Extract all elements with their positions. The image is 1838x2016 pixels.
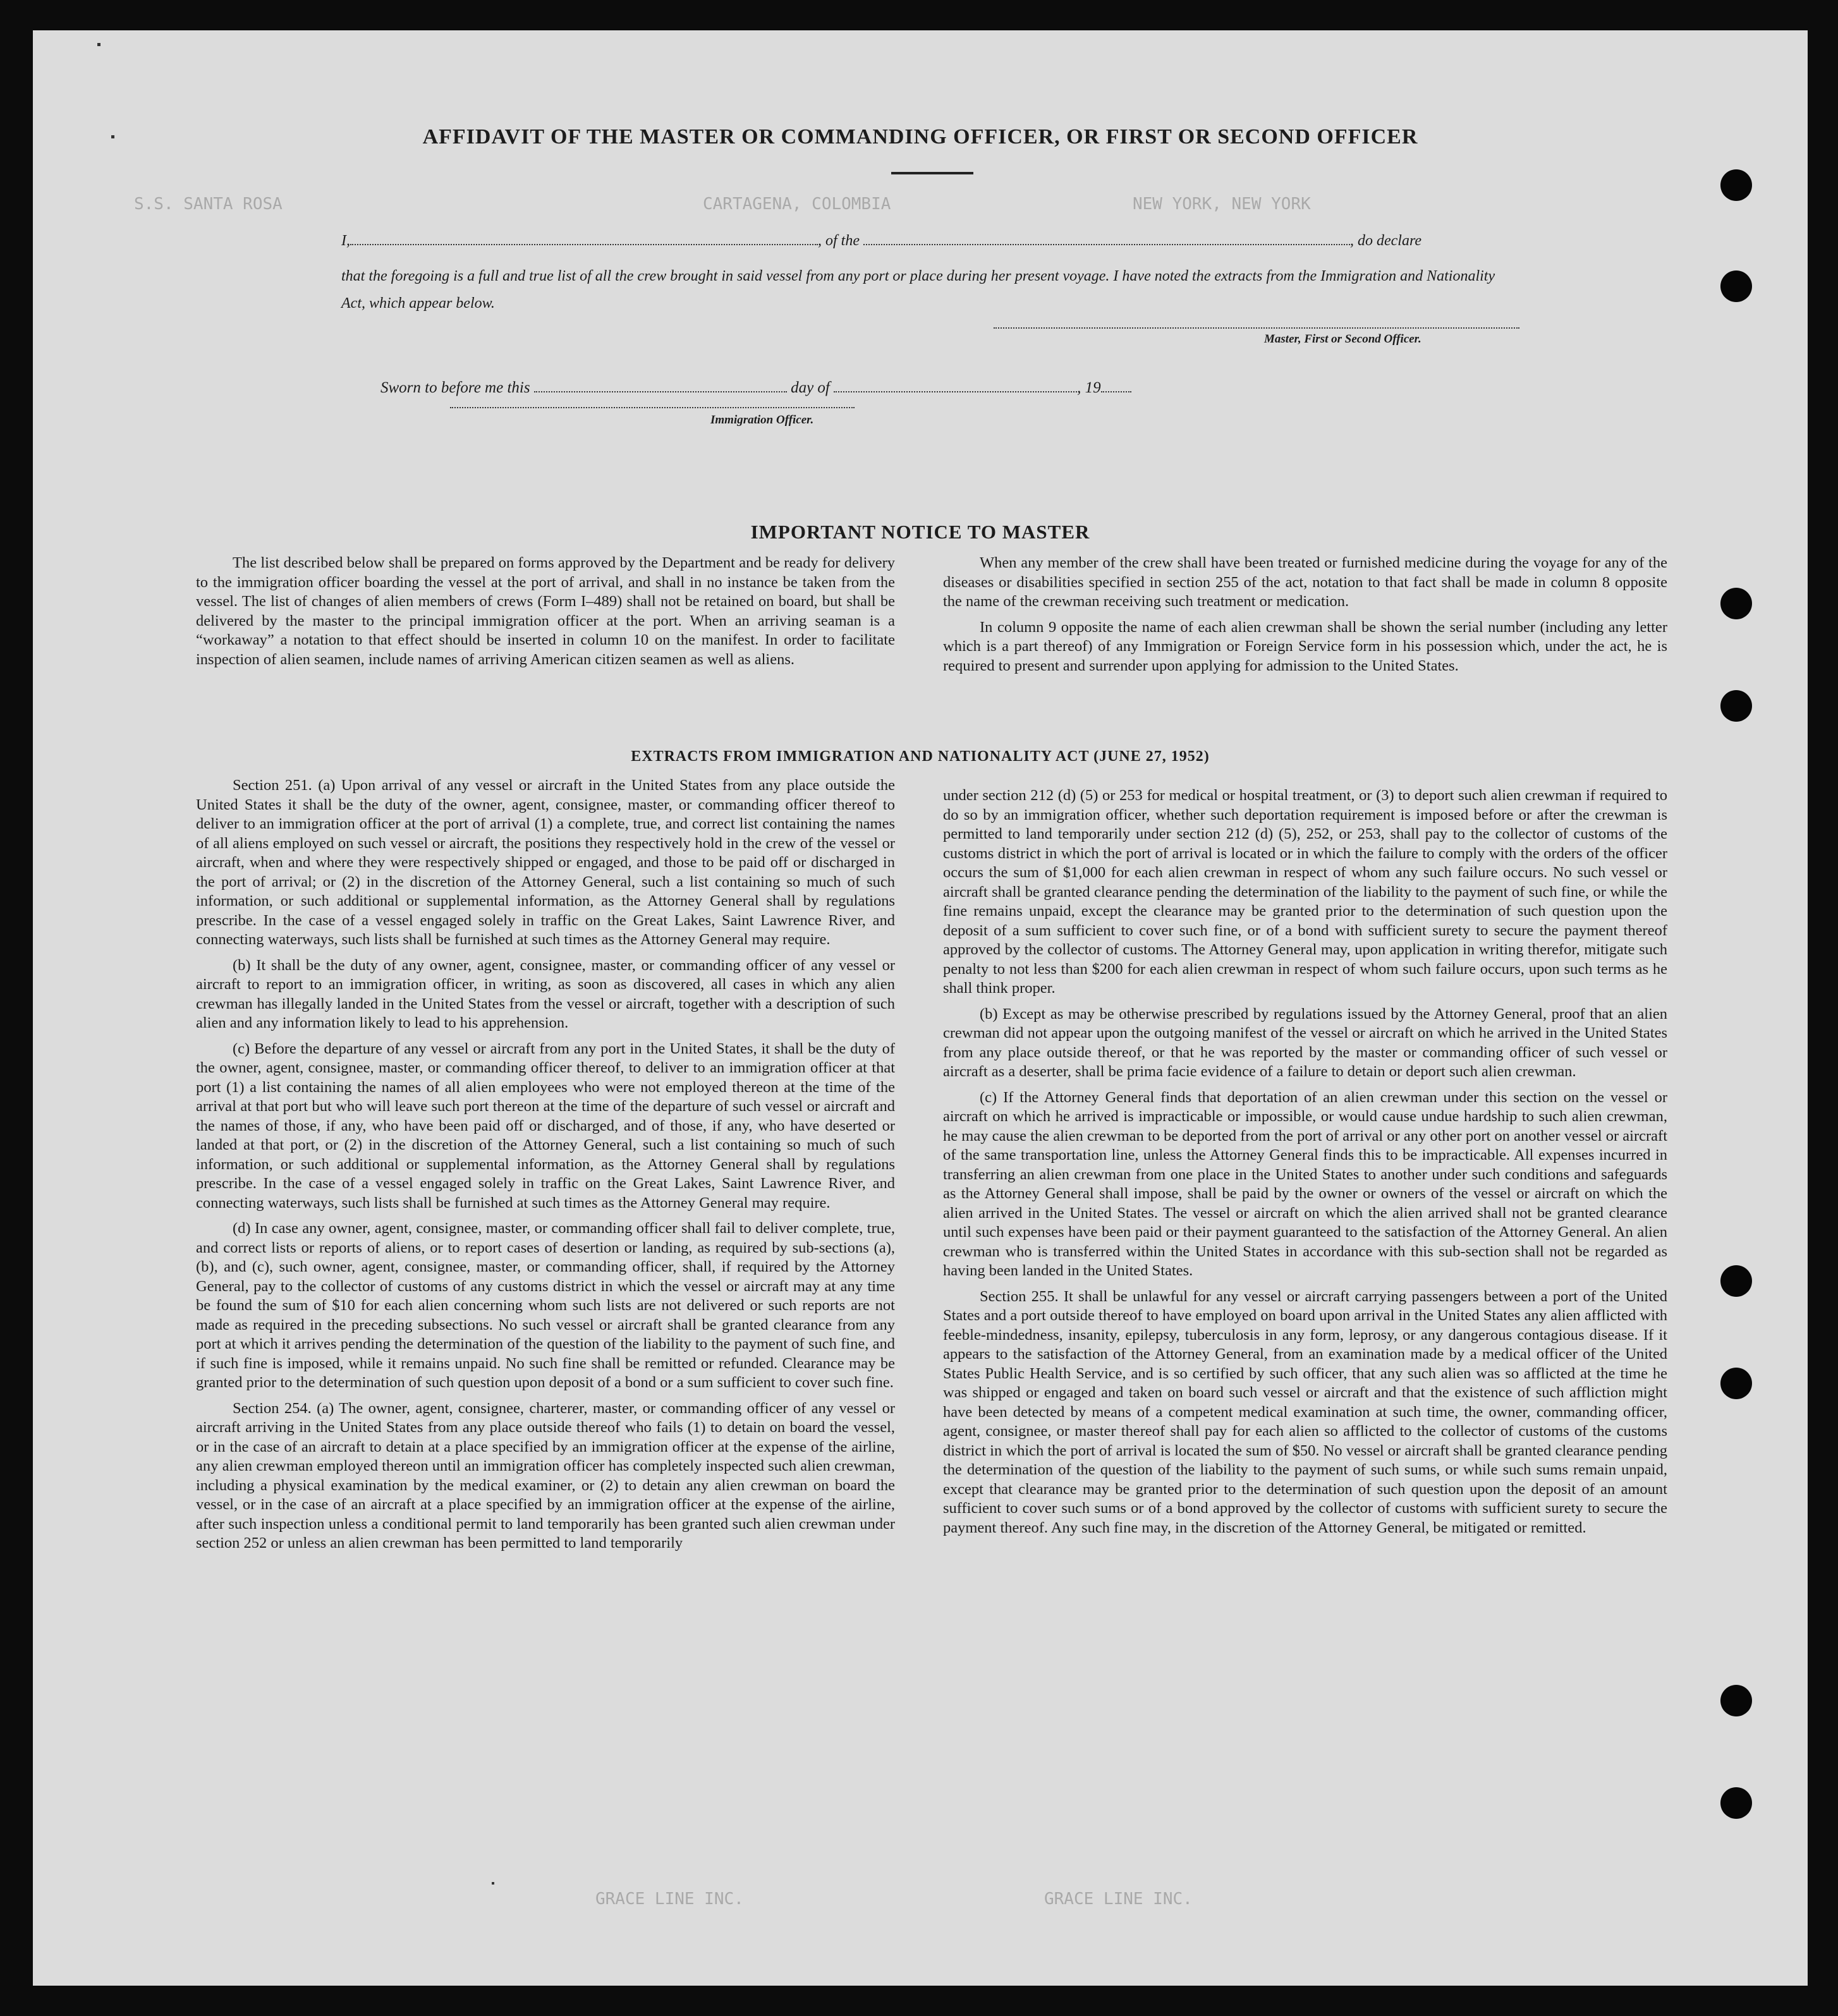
notice-left-column — [196, 554, 895, 676]
section-255: Section 255. It shall be unlawful for any vessel or aircraft carrying passengers between a port of the United States and a port outside thereof to have employed on board upon arrival in the United States any alien afflicted with feeble-mindedness, insanity, epilepsy, tuberculosis in any form, leprosy, or any dangerous contagious disease. If it appears to the satisfaction of the Attorney General, from an examination made by a medical officer of the United States Public Health Service, and is so certified by such officer, that any such alien was so afflicted at the time he was shipped or engaged and taken on board such vessel or aircraft and that the existence of such affliction might have been detected by means of a competent medical examination at such time, the owner, commanding officer, agent, consignee, or master thereof shall pay for each alien so afflicted to the collector of customs of the customs district in which the port of arrival is located the sum of $50. No vessel or aircraft shall be granted clearance pending the determination of the question of the liability to the payment of such sums, or while such sums remain unpaid, except that clearance may be granted prior to the determination of such question upon the deposit of an amount sufficient to cover such sums or of a bond approved by the collector of customs with sufficient surety to secure the payment thereof. Any such fine may, in the discretion of the Attorney General, be mitigated or remitted. — [943, 1287, 1667, 1536]
binder-hole — [1720, 588, 1752, 619]
of-the-label: , of the — [818, 233, 860, 249]
bleed-through-header-mid: CARTAGENA, COLOMBIA — [703, 195, 891, 214]
affidavit-title: AFFIDAVIT OF THE MASTER OR COMMANDING OFFICER, OR FIRST OR SECOND OFFICER — [422, 125, 1418, 149]
binder-hole — [1720, 1265, 1752, 1297]
document-page — [33, 30, 1808, 1986]
immigration-officer-signature-line[interactable] — [450, 407, 855, 408]
year-label: , 19 — [1077, 379, 1101, 396]
scan-speck — [492, 1882, 494, 1885]
title-rule — [891, 172, 973, 174]
binder-hole — [1720, 1685, 1752, 1716]
notice-right-paragraph-2: In column 9 opposite the name of each alien crewman shall be shown the serial number (including any letter which is a part thereof) of any Immigration or Foreign Service form in his possession which, under the act, he is required to present and surrender upon applying for admission to the United States. — [943, 618, 1667, 674]
day-of-label: day of — [791, 379, 830, 396]
bleed-through-footer-left: GRACE LINE INC. — [595, 1890, 744, 1909]
extracts-right-column — [943, 786, 1667, 1544]
section-251c: (c) Before the departure of any vessel or aircraft from any port in the United States, it shall be the duty of the owner, agent, consignee, master, or commanding officer thereof, to deliver to an immigration officer at that port (1) a list containing the names of all alien employees who were not employed thereon at the time of the arrival at that port but who will leave such port thereon at the time of the departure of such vessel or aircraft and the names of those, if any, who have been paid off or discharged, and of those, if any, who have deserted or landed at that port, or (2) in the discretion of the Attorney General, such a list containing so much of such information, or such additional or supplemental information, as the Attorney General shall by regulations prescribe. In the case of a vessel engaged solely in traffic on the Great Lakes, Saint Lawrence River, and connecting waterways, such lists shall be furnished at such times as the Attorney General may require. — [196, 1040, 895, 1211]
section-251d: (d) In case any owner, agent, consignee, master, or commanding officer shall fail to deliver complete, true, and correct lists or reports of aliens, or to report cases of desertion or landing, as required by sub-sections (a), (b), and (c), such owner, agent, consignee, master, or commanding officer, shall, if required by the Attorney General, pay to the collector of customs of any customs district in which the vessel or aircraft may at any time be found the sum of $10 for each alien concerning whom such lists are not delivered or such reports are not made as required in the preceding subsections. No such vessel or aircraft shall be granted clearance from any port at which it arrives pending the determination of the question of the liability to the payment of such fine, and if such fine is imposed, while it remains unpaid. No such fine shall be remitted or refunded. Clearance may be granted prior to the determination of such question upon deposit of a bond or a sum sufficient to cover such fine. — [196, 1220, 895, 1391]
i-label: I, — [341, 233, 350, 249]
bleed-through-footer-right: GRACE LINE INC. — [1044, 1890, 1193, 1909]
extracts-left-column — [196, 776, 895, 1560]
notice-right-column — [943, 554, 1667, 682]
declarant-name-field[interactable] — [350, 243, 818, 245]
extracts-title: EXTRACTS FROM IMMIGRATION AND NATIONALITY ACT (JUNE 27, 1952) — [631, 748, 1210, 765]
declaration-text: that the foregoing is a full and true list of all the crew brought in said vessel from any port or place during her present voyage. I have noted the extracts from the Immigration and Nationality Act, which appear below. — [341, 268, 1495, 312]
section-251b: (b) It shall be the duty of any owner, agent, consignee, master, or commanding officer of any vessel or aircraft to report to an immigration officer, in writing, as soon as discovered, all cases in which any alien crewman has illegally landed in the United States from the vessel or aircraft, together with a description of such alien and any information likely to lead to his apprehension. — [196, 956, 895, 1031]
sworn-month-field[interactable] — [834, 391, 1077, 392]
sworn-line — [380, 379, 1131, 397]
section-254a: Section 254. (a) The owner, agent, consignee, charterer, master, or commanding officer of any vessel or aircraft arriving in the United States from any place outside thereof who fails (1) to detain on board the vessel, or in the case of an aircraft to detain at a place specified by an immigration officer at the expense of the airline, any alien crewman employed thereon until an immigration officer has completely inspected such alien crewman, including a physical examination by the medical examiner, or (2) to detain any alien crewman on board the vessel, or in the case of an aircraft at a place specified by an immigration officer at the expense of the airline, after such inspection unless a conditional permit to land temporarily has been granted such alien crewman under section 252 or unless an alien crewman has been permitted to land temporarily — [196, 1399, 895, 1551]
section-254b: (b) Except as may be otherwise prescribed by regulations issued by the Attorney General, proof that an alien crewman did not appear upon the outgoing manifest of the vessel or aircraft on which he arrived in the United States from any place outside thereof, or that he was reported by the master or commanding officer of such vessel or aircraft as a deserter, shall be prima facie evidence of a failure to detain or deport such alien crewman. — [943, 1005, 1667, 1080]
bleed-through-header-left: S.S. SANTA ROSA — [134, 195, 283, 214]
sworn-year-field[interactable] — [1101, 391, 1131, 392]
binder-hole — [1720, 1368, 1752, 1399]
notice-left-paragraph: The list described below shall be prepared on forms approved by the Department and be ready for delivery to the immigration officer boarding the vessel at the port of arrival, and shall in no instance be taken from the vessel. The list of changes of alien members of crews (Form I–489) shall not be retained on board, but shall be delivered by the master to the principal immigration officer at the port. When an arriving seaman is a “workaway” a notation to that effect should be inserted in column 10 on the manifest. In order to facilitate inspection of alien seamen, include names of arriving American citizen seamen as well as aliens. — [196, 554, 895, 668]
master-signature-label: Master, First or Second Officer. — [1264, 332, 1421, 346]
section-251a: Section 251. (a) Upon arrival of any vessel or aircraft in the United States from any place outside the United States it shall be the duty of the owner, agent, consignee, master, or commanding officer thereof to deliver to an immigration officer at the port of arrival (1) a complete, true, and correct list containing the names of all aliens employed on such vessel or aircraft, the positions they respectively hold in the crew of the vessel or aircraft, when and where they were respectively shipped or engaged, and those to be paid off or discharged in the port of arrival; or (2) in the discretion of the Attorney General, such a list containing so much of such information, or such additional or supplemental information, as the Attorney General shall by regulations prescribe. In the case of a vessel engaged solely in traffic on the Great Lakes, Saint Lawrence River, and connecting waterways, such lists shall be furnished at such times as the Attorney General may require. — [196, 777, 895, 948]
vessel-name-field[interactable] — [863, 243, 1350, 245]
section-254a-continued: under section 212 (d) (5) or 253 for medical or hospital treatment, or (3) to deport such alien crewman if required to do so by an immigration officer, whether such deportation requirement is imposed before or after the crewman is permitted to land temporarily under section 212 (d) (5), 252, or 253, shall pay to the collector of customs of the customs district in which the port of arrival is located or in which the failure to comply with the orders of the officer occurs the sum of $1,000 for each alien crewman in respect of whom any such failure occurs. No such vessel or aircraft shall be granted clearance pending the determination of the liability to the payment of such fine, or while the fine remains unpaid, except the clearance may be granted prior to the determination of such question upon the deposit of a sum sufficient to cover such fine, or of a bond with sufficient surety to secure the payment thereof approved by the collector of customs. The Attorney General may, upon application in writing therefor, mitigate such penalty to not less than $200 for each alien crewman in respect of whom such failure occurs, upon such terms as he shall think proper. — [943, 787, 1667, 997]
binder-hole — [1720, 169, 1752, 201]
immigration-officer-label: Immigration Officer. — [710, 413, 814, 427]
section-254c: (c) If the Attorney General finds that deportation of an alien crewman under this section on the vessel or aircraft on which he arrived is impracticable or impossible, or would cause undue hardship to such alien crewman, he may cause the alien crewman to be deported from the port of arrival or any other port on another vessel or aircraft of the same transportation line, unless the Attorney General finds this to be impracticable. All expenses incurred in transferring an alien crewman from one place in the United States to another under such conditions and safeguards as the Attorney General shall impose, shall be paid by the owner or owners of the vessel or aircraft on which the alien arrived in the United States. The vessel or aircraft on which the alien arrived shall not be granted clearance until such expenses have been paid or their payment guaranteed to the satisfaction of the Attorney General. An alien crewman who is transferred within the United States in accordance with this sub-section shall not be regarded as having been landed in the United States. — [943, 1088, 1667, 1279]
sworn-date-field[interactable] — [534, 391, 787, 392]
do-declare-label: , do declare — [1350, 233, 1422, 249]
scan-speck — [97, 43, 100, 46]
binder-hole — [1720, 270, 1752, 302]
sworn-label: Sworn to before me this — [380, 379, 530, 396]
notice-title: IMPORTANT NOTICE TO MASTER — [750, 521, 1090, 543]
bleed-through-header-right: NEW YORK, NEW YORK — [1133, 195, 1311, 214]
master-signature-line[interactable] — [994, 327, 1519, 329]
binder-hole — [1720, 1787, 1752, 1819]
notice-right-paragraph-1: When any member of the crew shall have been treated or furnished medicine during the voyage for any of the diseases or disabilities specified in section 255 of the act, notation to that fact shall be made in column 8 opposite the name of the crewman receiving such treatment or medication. — [943, 554, 1667, 610]
declarant-line — [341, 233, 1519, 250]
binder-hole — [1720, 690, 1752, 722]
